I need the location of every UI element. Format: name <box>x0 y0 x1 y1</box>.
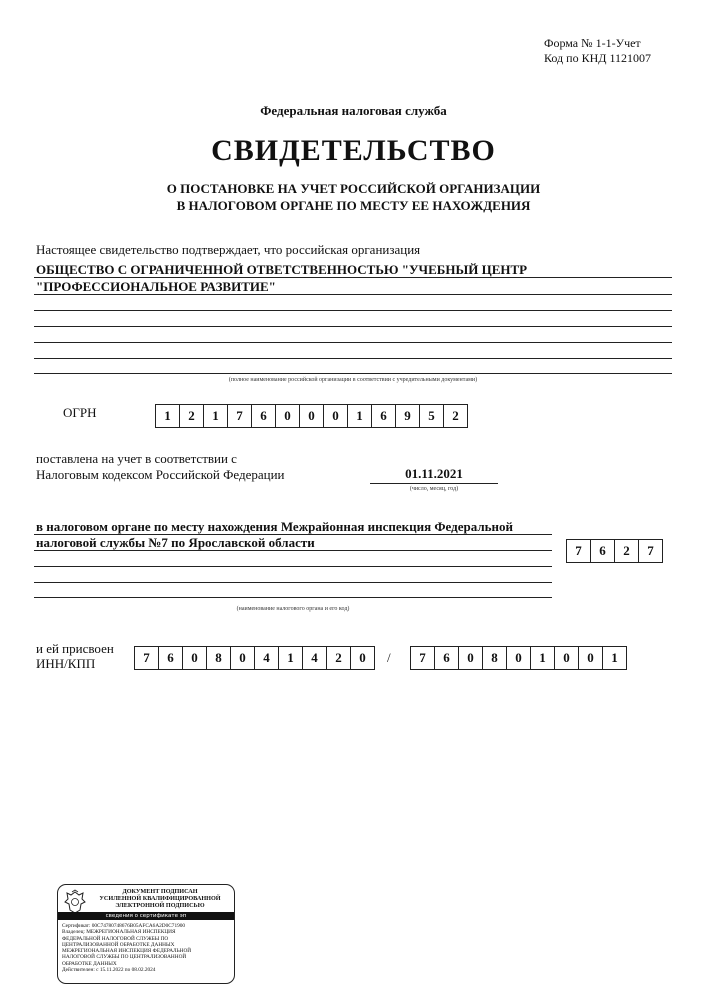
ogrn-digit: 2 <box>452 408 459 423</box>
stamp-line: ЦЕНТРАЛИЗОВАННОЙ ОБРАБОТКЕ ДАННЫХ <box>62 941 175 948</box>
subtitle-line-1: О ПОСТАНОВКЕ НА УЧЕТ РОССИЙСКОЙ ОРГАНИЗАЦИИ <box>166 181 541 196</box>
tax-code-digit: 6 <box>591 540 615 562</box>
inn-digit: 6 <box>159 647 183 669</box>
org-name-line-2: "ПРОФЕССИОНАЛЬНОЕ РАЗВИТИЕ" <box>36 279 276 294</box>
stamp-line: Владелец: МЕЖРЕГИОНАЛЬНАЯ ИНСПЕКЦИЯ <box>62 929 176 936</box>
kpp-digit: 0 <box>579 647 603 669</box>
tax-line-5 <box>34 597 552 598</box>
kpp-digit: 1 <box>611 650 618 665</box>
ogrn-digit: 1 <box>156 405 180 427</box>
inn-digit: 8 <box>207 647 231 669</box>
registered-line-2: Налоговым кодексом Российской Федерации <box>36 467 285 482</box>
form-code-block <box>544 36 651 66</box>
inn-digit: 1 <box>279 647 303 669</box>
kpp-digit: 8 <box>483 647 507 669</box>
org-line-3 <box>34 310 672 311</box>
stamp-heading-line-1: ДОКУМЕНТ ПОДПИСАН <box>122 888 198 895</box>
kpp-cells <box>410 646 627 670</box>
inn-digit: 0 <box>359 650 366 665</box>
org-line-1 <box>34 277 672 278</box>
stamp-line: МЕЖРЕГИОНАЛЬНАЯ ИНСПЕКЦИЯ ФЕДЕРАЛЬНОЙ <box>62 948 192 955</box>
intro-text: Настоящее свидетельство подтверждает, что российская организация <box>36 242 421 257</box>
ogrn-digit: 6 <box>252 405 276 427</box>
inn-digit: 0 <box>183 647 207 669</box>
tax-organ-line-1: в налоговом органе по месту нахождения Межрайонная инспекция Федеральной <box>36 519 513 534</box>
org-line-5 <box>34 342 672 343</box>
date-caption: (число, месяц, год) <box>409 486 459 492</box>
ogrn-digit: 7 <box>228 405 252 427</box>
stamp-line: НАЛОГОВОЙ СЛУЖБЫ ПО ЦЕНТРАЛИЗОВАННОЙ <box>62 954 187 961</box>
inn-digit: 7 <box>135 647 159 669</box>
kpp-digit: 0 <box>507 647 531 669</box>
electronic-signature-stamp <box>57 884 235 984</box>
org-line-2 <box>34 294 672 295</box>
tax-line-4 <box>34 582 552 583</box>
ogrn-digit: 0 <box>300 405 324 427</box>
document-title: СВИДЕТЕЛЬСТВО <box>211 134 496 167</box>
stamp-heading-line-3: ЭЛЕКТРОННОЙ ПОДПИСЬЮ <box>115 902 205 909</box>
org-name-line-1: ОБЩЕСТВО С ОГРАНИЧЕННОЙ ОТВЕТСТВЕННОСТЬЮ "УЧЕБНЫЙ ЦЕНТР <box>36 262 528 277</box>
inn-cells <box>134 646 375 670</box>
tax-code-digit: 2 <box>615 540 639 562</box>
tax-line-3 <box>34 566 552 567</box>
stamp-heading-line-2: УСИЛЕННОЙ КВАЛИФИЦИРОВАННОЙ <box>99 895 221 902</box>
inn-digit: 2 <box>327 647 351 669</box>
date-line <box>370 483 498 484</box>
inn-kpp-label-1: и ей присвоен <box>36 641 114 656</box>
inn-digit: 4 <box>255 647 279 669</box>
kpp-digit: 6 <box>435 647 459 669</box>
ogrn-digit: 0 <box>276 405 300 427</box>
stamp-line: ОБРАБОТКЕ ДАННЫХ <box>62 960 117 967</box>
org-name-caption: (полное наименование российской организации в соответствии с учредительными документами) <box>228 377 478 383</box>
form-number: Форма № 1-1-Учет <box>544 36 641 50</box>
document-subtitle <box>0 180 707 214</box>
inn-digit: 0 <box>231 647 255 669</box>
tax-code-digit: 7 <box>567 540 591 562</box>
ogrn-digit: 0 <box>324 405 348 427</box>
org-line-4 <box>34 326 672 327</box>
ogrn-digit: 1 <box>348 405 372 427</box>
agency-name: Федеральная налоговая служба <box>260 103 447 118</box>
inn-digit: 4 <box>303 647 327 669</box>
ogrn-digit: 5 <box>420 405 444 427</box>
stamp-line: Сертификат: 00C74780748676B05AFCA6A2D0C71900 <box>62 923 186 929</box>
registration-date: 01.11.2021 <box>405 466 463 481</box>
ogrn-digit: 1 <box>204 405 228 427</box>
org-line-6 <box>34 358 672 359</box>
ogrn-digit: 9 <box>396 405 420 427</box>
kpp-digit: 0 <box>555 647 579 669</box>
tax-line-2 <box>34 550 552 551</box>
org-line-7 <box>34 373 672 374</box>
tax-organ-caption: (наименование налогового органа и его код) <box>236 606 350 612</box>
stamp-line: ФЕДЕРАЛЬНОЙ НАЛОГОВОЙ СЛУЖБЫ ПО <box>62 935 169 942</box>
tax-organ-code-cells <box>566 539 663 563</box>
ogrn-cells <box>155 404 468 428</box>
inn-kpp-label-2: ИНН/КПП <box>36 656 96 671</box>
kpp-digit: 0 <box>459 647 483 669</box>
stamp-certificate-bar: сведения о сертификате эп <box>58 912 234 920</box>
ogrn-digit: 6 <box>372 405 396 427</box>
kpp-digit: 7 <box>411 647 435 669</box>
subtitle-line-2: В НАЛОГОВОМ ОРГАНЕ ПО МЕСТУ ЕЕ НАХОЖДЕНИЯ <box>176 198 531 213</box>
registered-line-1: поставлена на учет в соответствии с <box>36 451 237 466</box>
tax-code-digit: 7 <box>647 543 654 558</box>
inn-kpp-separator: / <box>387 650 391 665</box>
stamp-details <box>62 923 230 973</box>
kpp-digit: 1 <box>531 647 555 669</box>
ogrn-label: ОГРН <box>63 405 97 420</box>
stamp-heading <box>90 888 230 909</box>
knd-code: Код по КНД 1121007 <box>544 51 651 65</box>
stamp-line: Действителен: с 15.11.2022 по 08.02.2024 <box>62 967 156 974</box>
tax-organ-line-2: налоговой службы №7 по Ярославской области <box>36 535 315 550</box>
ogrn-digit: 2 <box>180 405 204 427</box>
